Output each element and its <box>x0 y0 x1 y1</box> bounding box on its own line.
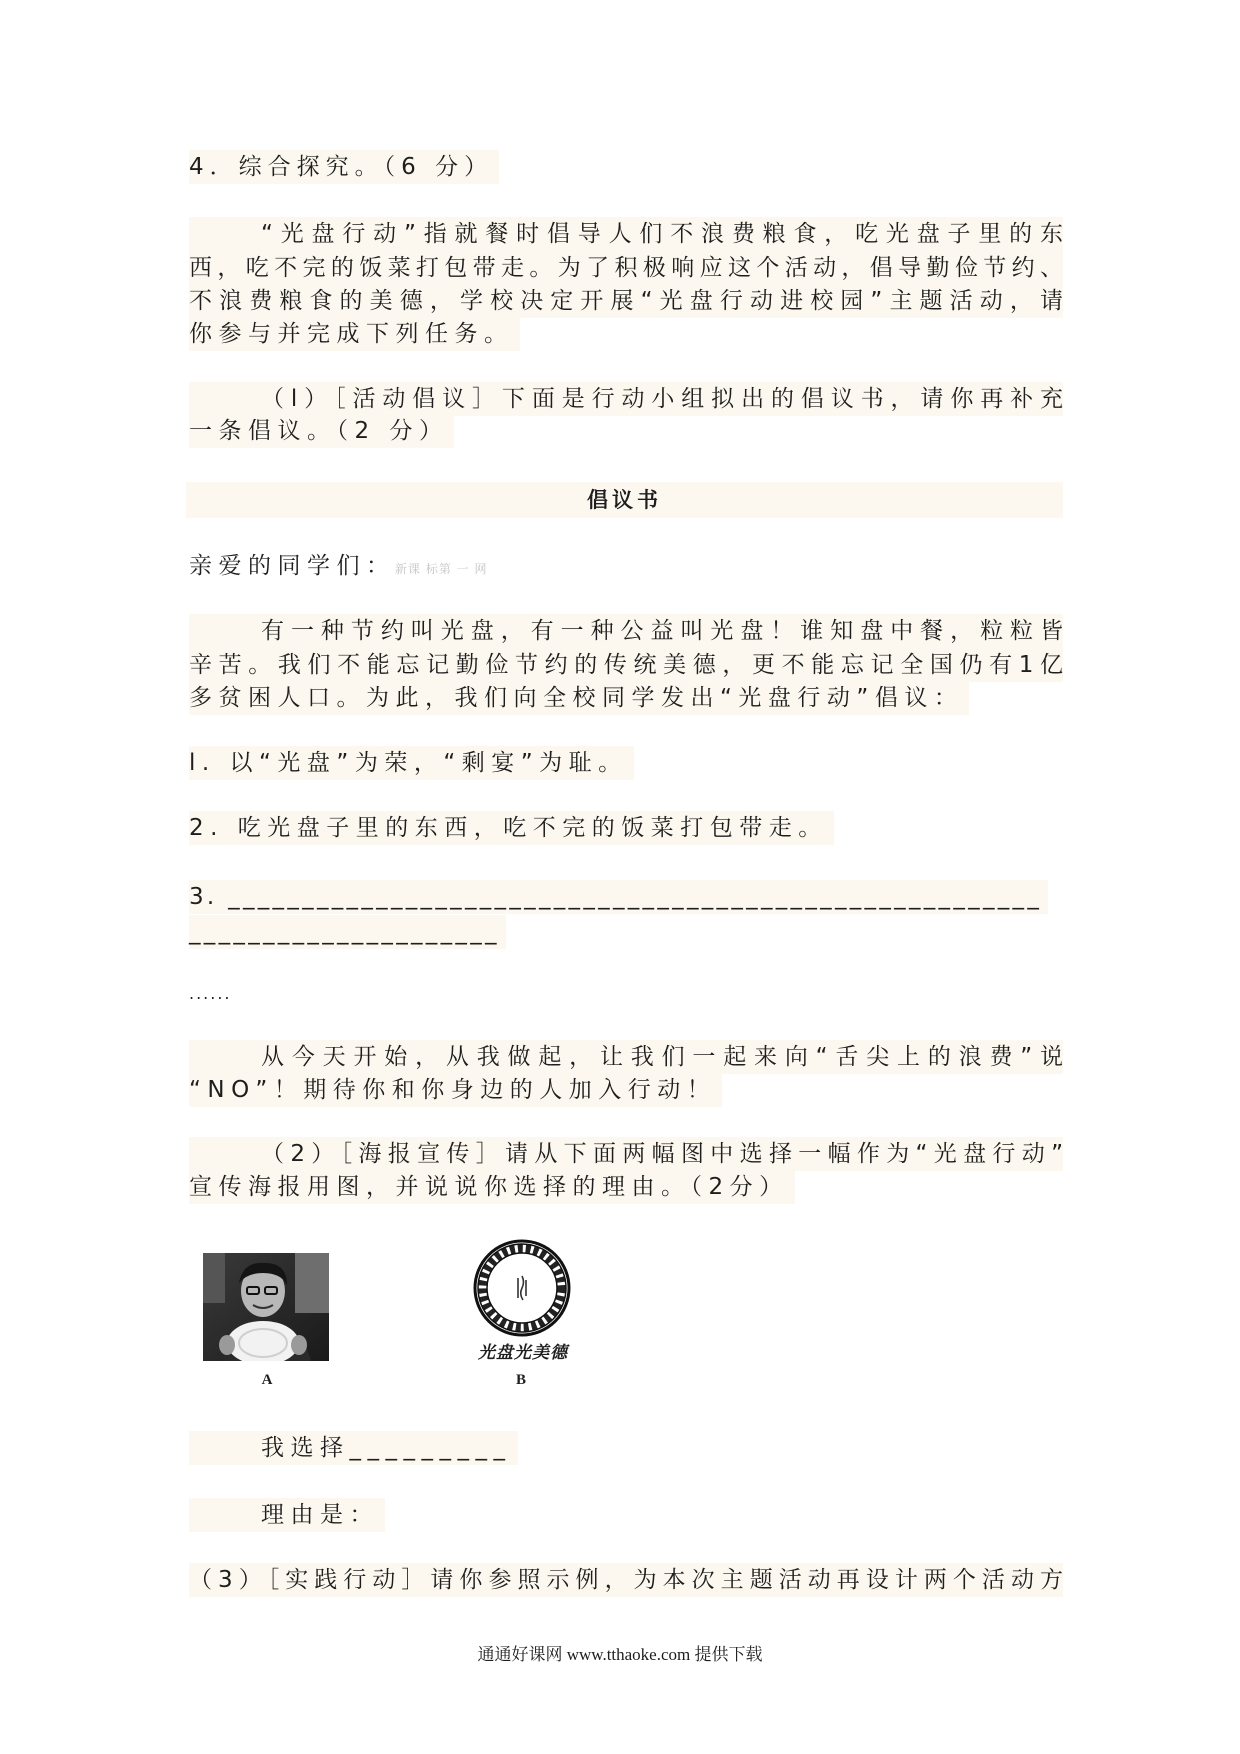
image-b-label: B <box>515 1372 526 1388</box>
intro-line: “光盘行动”指就餐时倡导人们不浪费粮食，吃光盘子里的东 <box>189 217 1063 251</box>
intro-line: 不浪费粮食的美德，学校决定开展“光盘行动进校园”主题活动，请 <box>189 284 1063 318</box>
proposal-heading-band <box>186 482 1063 518</box>
task1-line: 一条倡议。（2 分） <box>189 414 454 448</box>
task2-line: 宣传海报用图，并说说你选择的理由。（2分） <box>189 1170 795 1204</box>
proposal-heading: 倡议书 <box>587 488 662 512</box>
ellipsis: ...... <box>189 984 232 1003</box>
proposal-item-3-blank: 3. _______________________________________________________ <box>189 880 1048 914</box>
choice-prompt: 我选择_________ <box>189 1431 518 1465</box>
proposal-item-1: l. 以“光盘”为荣，“剩宴”为耻。 <box>189 746 634 780</box>
photo-man-holding-plate <box>203 1253 329 1361</box>
reason-prompt: 理由是： <box>189 1498 385 1532</box>
proposal-item-2: 2. 吃光盘子里的东西，吃不完的饭菜打包带走。 <box>189 811 834 845</box>
salutation: 亲爱的同学们： <box>189 553 396 579</box>
watermark-text: 新课 标第 一 网 <box>395 562 488 576</box>
proposal-body-line: 辛苦。我们不能忘记勤俭节约的传统美德，更不能忘记全国仍有1亿 <box>189 648 1063 682</box>
closing-line: 从今天开始，从我做起，让我们一起来向“舌尖上的浪费”说 <box>189 1040 1063 1074</box>
task3-line: （3）［实践行动］请你参照示例，为本次主题活动再设计两个活动方 <box>189 1563 1063 1597</box>
proposal-item-3-blank-continued: _____________________ <box>189 915 506 949</box>
intro-line: 你参与并完成下列任务。 <box>189 317 520 351</box>
proposal-body-line: 多贫困人口。为此，我们向全校同学发出“光盘行动”倡议： <box>189 681 969 715</box>
intro-line: 西，吃不完的饭菜打包带走。为了积极响应这个活动，倡导勤俭节约、 <box>189 251 1063 285</box>
image-a-label: A <box>261 1372 273 1388</box>
decorated-plate-logo <box>469 1238 575 1338</box>
proposal-body-line: 有一种节约叫光盘，有一种公益叫光盘！谁知盘中餐，粒粒皆 <box>189 614 1063 648</box>
task2-line: （2）［海报宣传］请从下面两幅图中选择一幅作为“光盘行动” <box>189 1137 1063 1171</box>
question-title: 4．综合探究。（6 分） <box>189 150 499 184</box>
closing-line: “NO”！期待你和你身边的人加入行动！ <box>189 1073 722 1107</box>
page-footer: 通通好课网 www.tthaoke.com 提供下载 <box>477 1645 763 1664</box>
plate-logo-caption: 光盘光美德 <box>478 1343 568 1363</box>
task1-line: （l）［活动倡议］下面是行动小组拟出的倡议书，请你再补充 <box>189 382 1063 416</box>
